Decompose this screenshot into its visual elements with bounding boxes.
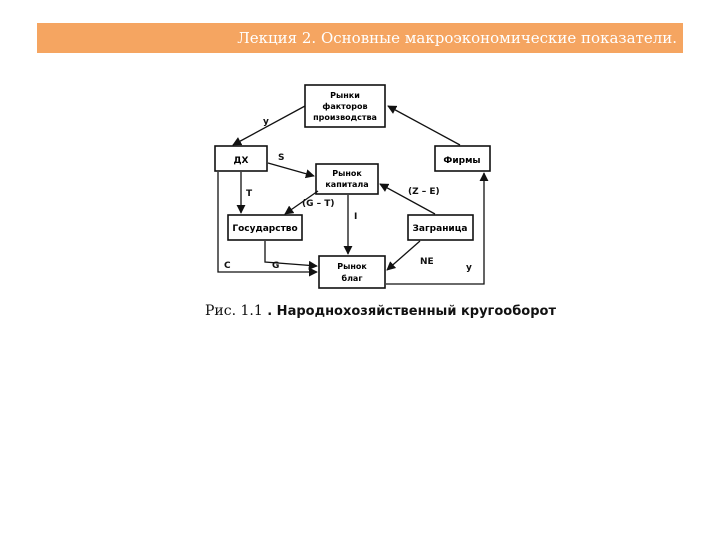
header-title: Лекция 2. Основные макроэкономические показатели. xyxy=(237,29,677,47)
households-label: ДХ xyxy=(233,156,249,166)
label-i: I xyxy=(354,212,358,222)
label-c: C xyxy=(224,261,231,271)
node-capital-market xyxy=(316,164,378,194)
figure-caption xyxy=(205,303,556,319)
arrow-foreign-to-goods xyxy=(387,241,420,270)
government-label: Государство xyxy=(232,224,298,234)
arrow-households-to-capital xyxy=(268,163,314,176)
arrow-firms-to-factor xyxy=(388,106,460,145)
node-goods-market xyxy=(319,256,385,288)
goods-market-line-2: благ xyxy=(341,274,363,283)
node-factor-market xyxy=(305,85,385,127)
capital-market-line-2: капитала xyxy=(325,180,369,189)
factor-market-line-2: факторов xyxy=(322,102,368,111)
caption-title: . Народнохозяйственный кругооборот xyxy=(267,304,556,319)
arrow-factor-to-households xyxy=(233,106,305,145)
caption-figure-label: Рис. 1.1 xyxy=(205,303,263,319)
capital-market-line-1: Рынок xyxy=(332,169,362,178)
node-firms xyxy=(435,146,490,171)
factor-market-line-3: производства xyxy=(313,113,377,122)
label-s: S xyxy=(278,153,285,163)
node-government xyxy=(228,215,302,240)
label-ne: NE xyxy=(420,257,434,267)
label-t: T xyxy=(246,189,253,199)
label-g-minus-t: (G – T) xyxy=(302,199,335,209)
label-g: G xyxy=(272,261,280,271)
factor-market-line-1: Рынки xyxy=(330,91,360,100)
label-y-top: y xyxy=(263,117,269,127)
goods-market-line-1: Рынок xyxy=(337,262,367,271)
foreign-label: Заграница xyxy=(412,224,468,234)
node-foreign xyxy=(408,215,473,240)
label-z-minus-e: (Z – E) xyxy=(408,187,440,197)
node-households xyxy=(215,146,267,171)
firms-label: Фирмы xyxy=(443,156,481,166)
label-y-right: y xyxy=(466,263,472,273)
